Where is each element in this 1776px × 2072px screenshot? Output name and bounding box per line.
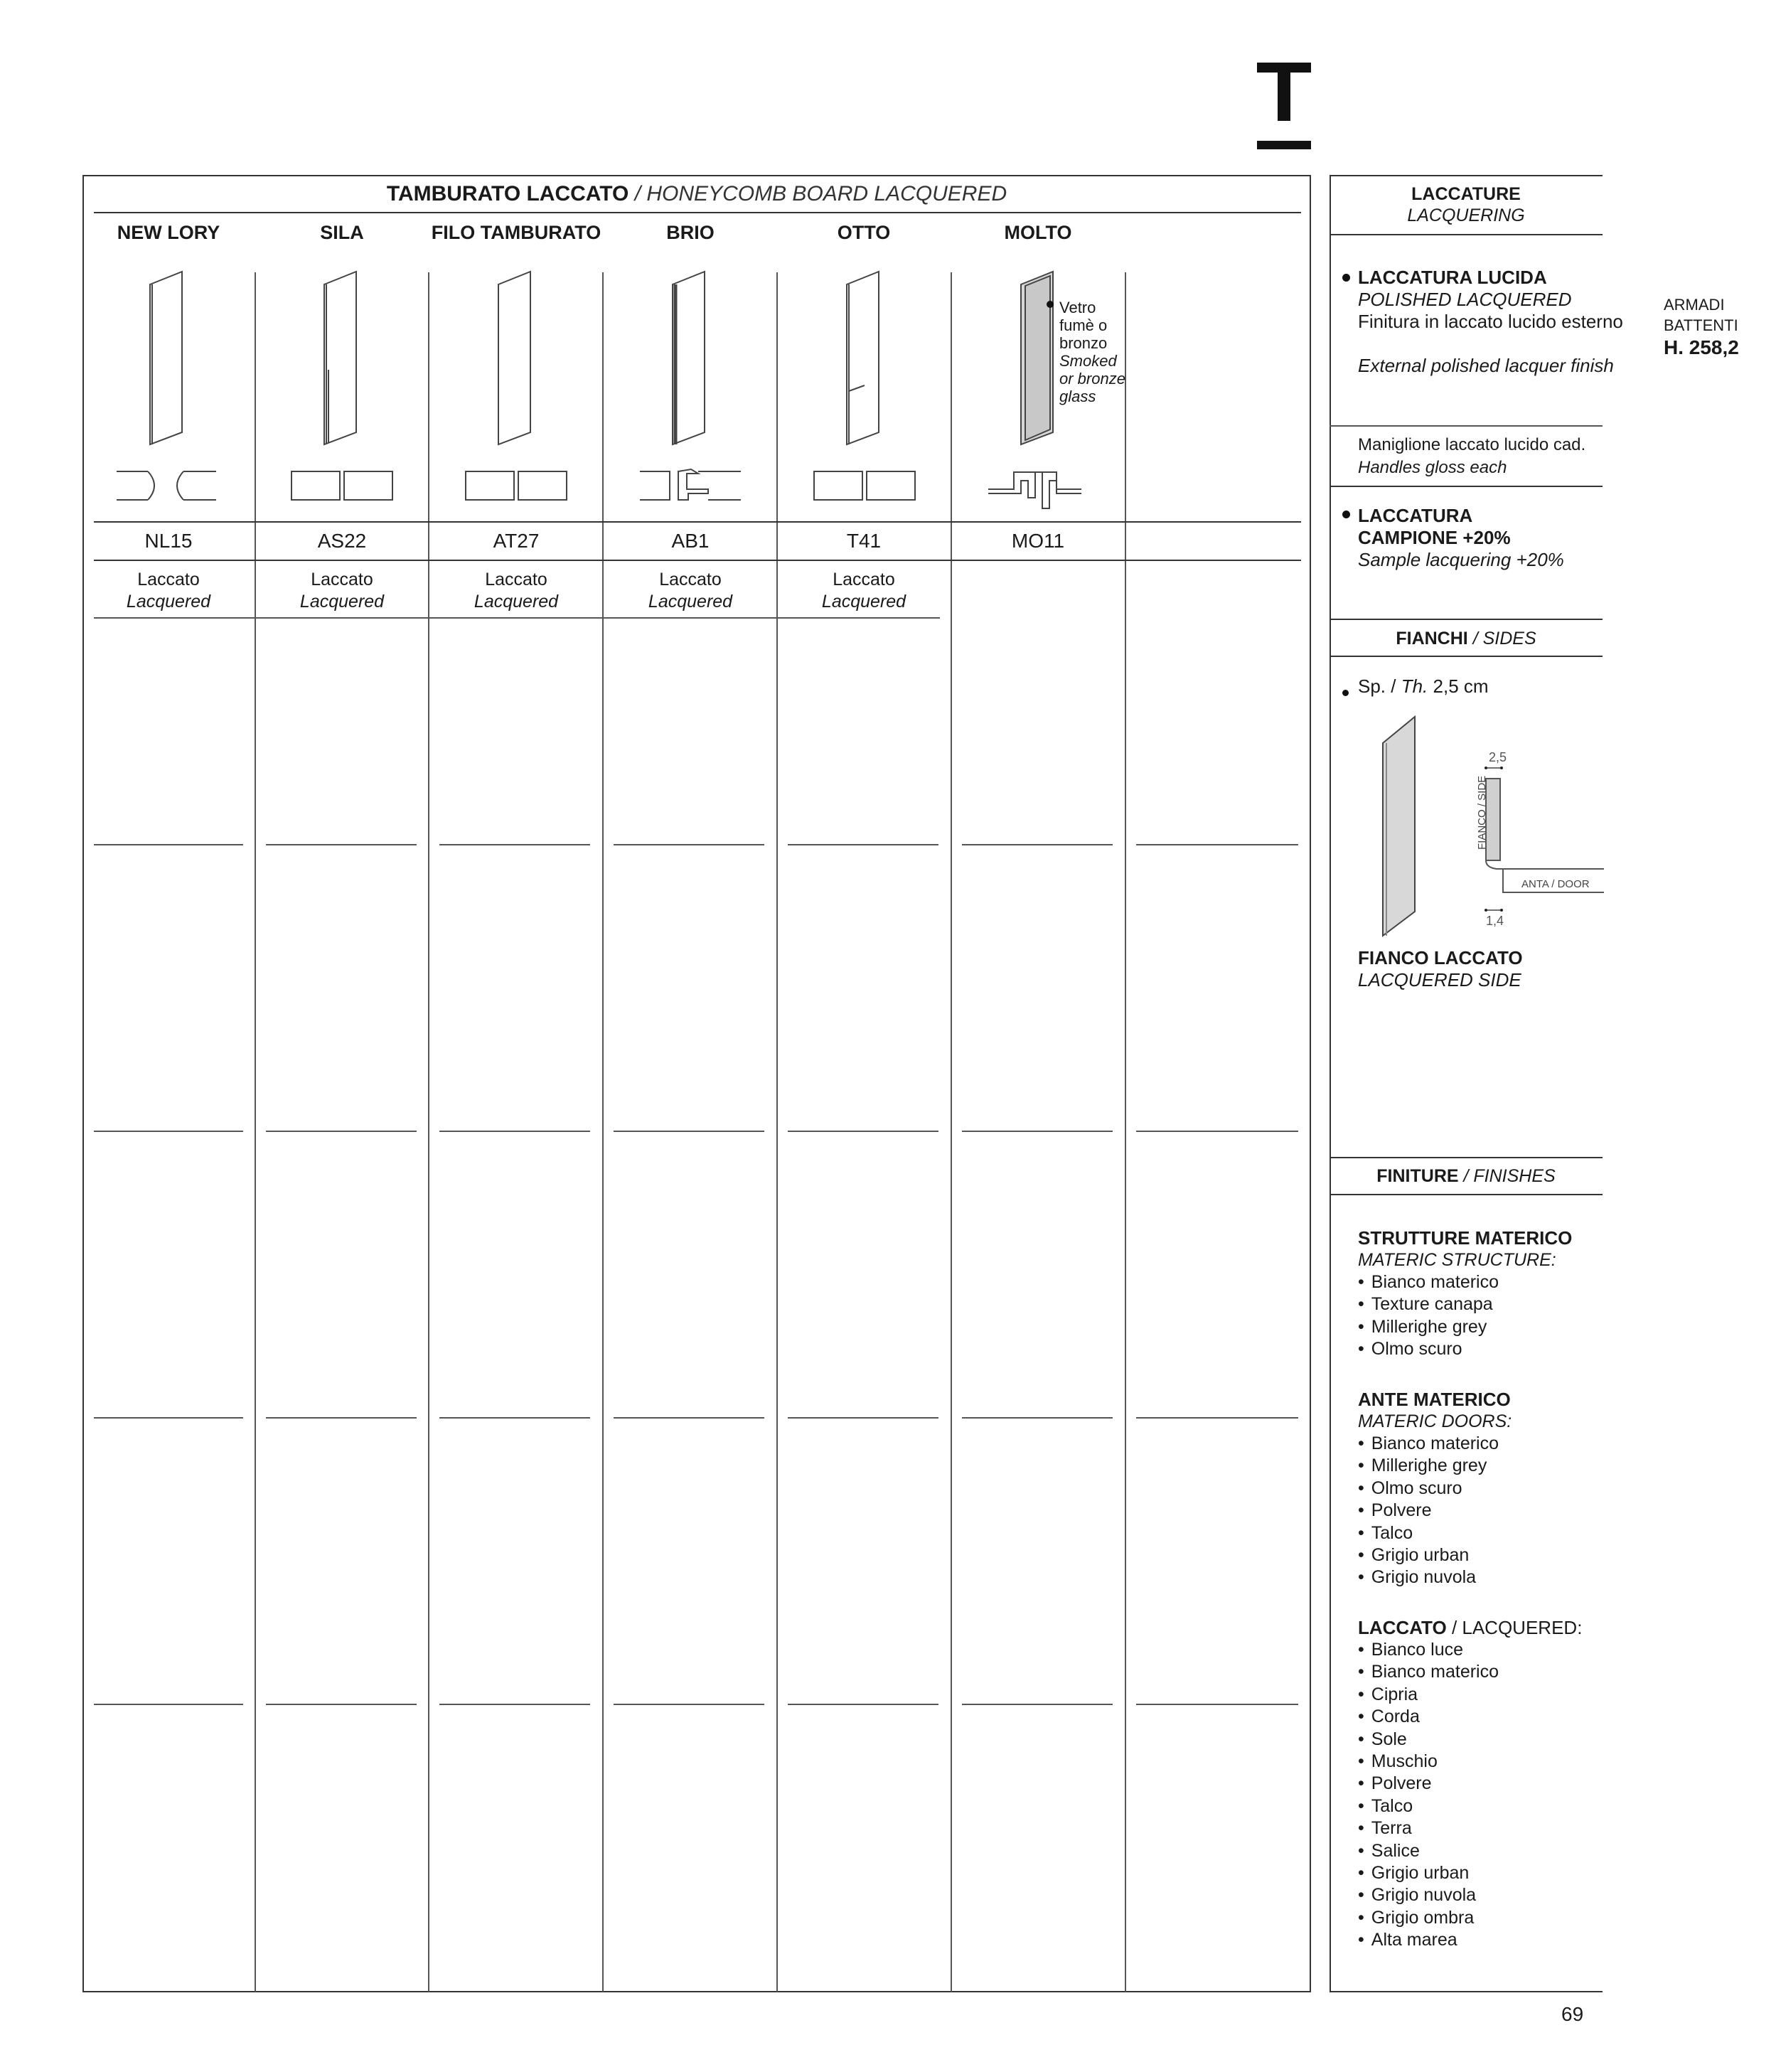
column-name-filo-tamburato: FILO TAMBURATO bbox=[431, 222, 601, 243]
table-title: TAMBURATO LACCATO / HONEYCOMB BOARD LACQUERED bbox=[386, 182, 1007, 205]
finish-item: • Bianco materico bbox=[1358, 1433, 1512, 1455]
finish-item: • Terra bbox=[1358, 1817, 1582, 1839]
molto-glass-note: Vetro fumè o bronzo Smoked or bronze glass bbox=[1059, 299, 1125, 405]
side-panel-drawing bbox=[1379, 711, 1604, 939]
door-label: ANTA / DOOR bbox=[1521, 878, 1590, 890]
finish-filo-tamburato: Laccato Lacquered bbox=[474, 570, 559, 612]
finish-item: • Millerighe grey bbox=[1358, 1316, 1572, 1338]
finish-item: • Polvere bbox=[1358, 1500, 1512, 1522]
finish-item: • Corda bbox=[1358, 1706, 1582, 1728]
wardrobe-height-label: ARMADI BATTENTI H. 258,2 bbox=[1664, 296, 1739, 358]
finish-item: • Grigio nuvola bbox=[1358, 1566, 1512, 1588]
door-filo-tamburato-drawing bbox=[466, 272, 567, 500]
page-number: 69 bbox=[1561, 2003, 1584, 2025]
code-as22: AS22 bbox=[317, 530, 367, 552]
finish-new-lory: Laccato Lacquered bbox=[126, 570, 211, 612]
finish-item: • Cipria bbox=[1358, 1684, 1582, 1706]
door-sila-drawing bbox=[291, 272, 392, 500]
finiture-header: FINITURE / FINISHES bbox=[1376, 1166, 1556, 1186]
column-name-otto: OTTO bbox=[837, 222, 891, 243]
finish-item: • Alta marea bbox=[1358, 1929, 1582, 1951]
finish-item: • Olmo scuro bbox=[1358, 1478, 1512, 1500]
door-drawings bbox=[82, 263, 1311, 519]
code-mo11: MO11 bbox=[1011, 530, 1065, 552]
strutture-materico: STRUTTURE MATERICO MATERIC STRUCTURE: • Bianco materico • Texture canapa • Millerighe grey • Olmo scuro bbox=[1358, 1227, 1572, 1361]
code-t41: T41 bbox=[846, 530, 882, 552]
finish-item: • Polvere bbox=[1358, 1773, 1582, 1795]
fianco-laccato-caption: FIANCO LACCATO LACQUERED SIDE bbox=[1358, 947, 1523, 990]
ante-materico: ANTE MATERICO MATERIC DOORS: • Bianco materico • Millerighe grey • Olmo scuro • Polvere • Talco • Grigio urban • Grigio nuvola bbox=[1358, 1389, 1512, 1589]
finish-item: • Talco bbox=[1358, 1795, 1582, 1817]
finish-item: • Grigio nuvola bbox=[1358, 1884, 1582, 1906]
finish-item: • Texture canapa bbox=[1358, 1293, 1572, 1315]
finish-sila: Laccato Lacquered bbox=[299, 570, 385, 612]
door-new-lory-drawing bbox=[117, 272, 216, 500]
finish-item: • Grigio urban bbox=[1358, 1862, 1582, 1884]
door-brio-drawing bbox=[640, 272, 741, 500]
column-name-molto: MOLTO bbox=[1004, 222, 1072, 243]
finish-item: • Talco bbox=[1358, 1522, 1512, 1544]
column-name-new-lory: NEW LORY bbox=[117, 222, 220, 243]
side-label: FIANCO / SIDE bbox=[1476, 775, 1488, 850]
finish-item: • Muschio bbox=[1358, 1751, 1582, 1773]
brand-logo bbox=[1257, 63, 1311, 151]
finish-otto: Laccato Lacquered bbox=[821, 570, 906, 612]
finish-item: • Bianco luce bbox=[1358, 1639, 1582, 1661]
finish-brio: Laccato Lacquered bbox=[648, 570, 733, 612]
finish-item: • Olmo scuro bbox=[1358, 1338, 1572, 1360]
dim-side-thickness: 2,5 bbox=[1489, 750, 1507, 764]
column-name-brio: BRIO bbox=[666, 222, 715, 243]
handles-price-label: Maniglione laccato lucido cad. Handles gloss each bbox=[1358, 435, 1586, 477]
side-thickness: Sp. / Th. 2,5 cm bbox=[1358, 675, 1489, 697]
finish-item: • Bianco materico bbox=[1358, 1271, 1572, 1293]
column-name-sila: SILA bbox=[320, 222, 364, 243]
laccatura-lucida: LACCATURA LUCIDA POLISHED LACQUERED Finitura in laccato lucido esterno External polished lacquer finish bbox=[1358, 267, 1623, 376]
laccato-finishes: LACCATO / LACQUERED: • Bianco luce • Bianco materico • Cipria • Corda • Sole • Muschio • Polvere • Talco • Terra • Salice • Grigio urban • Grigio nuvola • Grigio ombra • Alta marea bbox=[1358, 1617, 1582, 1952]
laccature-header: LACCATURE LACQUERING bbox=[1407, 184, 1525, 225]
laccatura-campione: LACCATURA CAMPIONE +20% Sample lacquering +20% bbox=[1358, 505, 1564, 570]
code-at27: AT27 bbox=[493, 530, 540, 552]
code-nl15: NL15 bbox=[144, 530, 193, 552]
finish-item: • Grigio urban bbox=[1358, 1544, 1512, 1566]
door-otto-drawing bbox=[814, 272, 915, 500]
dim-door-thickness: 1,4 bbox=[1486, 914, 1504, 928]
code-ab1: AB1 bbox=[671, 530, 710, 552]
finish-item: • Grigio ombra bbox=[1358, 1907, 1582, 1929]
finish-item: • Bianco materico bbox=[1358, 1661, 1582, 1683]
finish-item: • Salice bbox=[1358, 1840, 1582, 1862]
finish-item: • Millerighe grey bbox=[1358, 1455, 1512, 1477]
fianchi-header: FIANCHI / SIDES bbox=[1396, 629, 1536, 648]
finish-item: • Sole bbox=[1358, 1729, 1582, 1751]
